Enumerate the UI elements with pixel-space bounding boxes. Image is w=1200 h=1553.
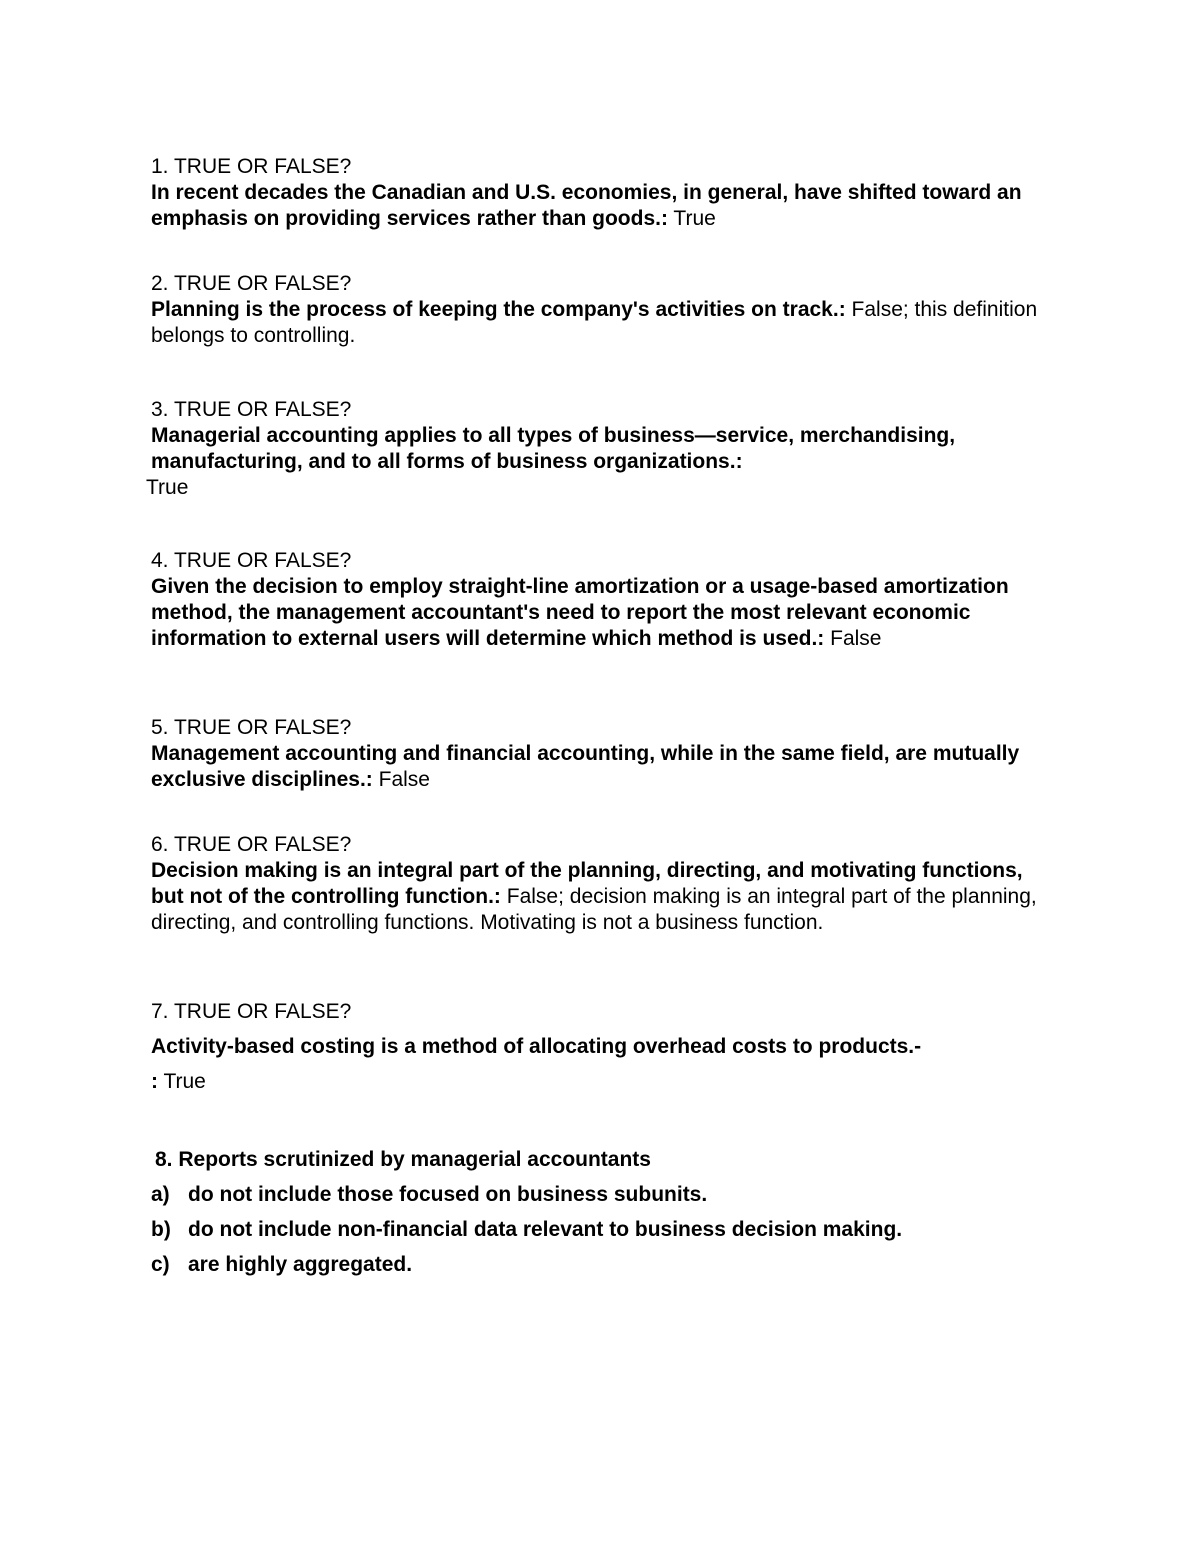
question-header: 4. TRUE OR FALSE?	[151, 549, 352, 572]
question-answer: False	[372, 768, 430, 791]
question-5	[151, 715, 1051, 793]
mc-option-a	[151, 1183, 707, 1207]
question-6	[151, 832, 1051, 936]
mc-option-c	[151, 1253, 412, 1277]
question-statement: Given the decision to employ straight-line amortization or a usage-based amortization method, the management accountant's need to report the most relevant economic information to external users will determine which method is used.:	[151, 575, 1009, 650]
question-answer: False; this definition belongs to controlling.	[151, 298, 1038, 347]
question-4	[151, 548, 1051, 652]
question-statement: Management accounting and financial accounting, while in the same field, are mutually exclusive disciplines.:	[151, 742, 1020, 791]
question-statement: Decision making is an integral part of the planning, directing, and motivating functions, but not of the controlling function.:	[151, 859, 1023, 908]
question-2	[151, 271, 1051, 349]
option-text: do not include those focused on business subunits.	[188, 1183, 708, 1206]
question-answer-line	[151, 1069, 1051, 1095]
question-header: 1. TRUE OR FALSE?	[151, 155, 352, 178]
question-7	[151, 999, 1051, 1095]
question-answer: False; decision making is an integral part of the planning, directing, and controlling functions. Motivating is not a business function.	[151, 885, 1037, 934]
question-header: 2. TRUE OR FALSE?	[151, 272, 352, 295]
option-letter: a)	[151, 1183, 170, 1206]
question-1	[151, 154, 1051, 232]
option-text: do not include non-financial data relevant to business decision making.	[188, 1218, 903, 1241]
question-header: 5. TRUE OR FALSE?	[151, 716, 352, 739]
option-letter: b)	[151, 1218, 171, 1241]
question-answer: True	[146, 476, 189, 499]
question-statement: Managerial accounting applies to all types of business—service, merchandising, manufacturing, and to all forms of business organizations.:	[151, 424, 956, 473]
answer-prefix: :	[151, 1070, 158, 1093]
question-statement: Activity-based costing is a method of allocating overhead costs to products.-	[151, 1035, 922, 1058]
question-header: 7. TRUE OR FALSE?	[151, 1000, 352, 1023]
mc-stem: 8. Reports scrutinized by managerial accountants	[155, 1148, 651, 1171]
mc-option-b	[151, 1218, 902, 1242]
question-statement: Planning is the process of keeping the company's activities on track.:	[151, 298, 846, 321]
question-answer: True	[667, 207, 716, 230]
question-statement: In recent decades the Canadian and U.S. economies, in general, have shifted toward an emphasis on providing services rather than goods.:	[151, 181, 1022, 230]
question-header: 6. TRUE OR FALSE?	[151, 833, 352, 856]
question-header: 3. TRUE OR FALSE?	[151, 398, 352, 421]
question-answer: False	[824, 627, 882, 650]
question-3	[146, 397, 1051, 501]
option-text: are highly aggregated.	[188, 1253, 413, 1276]
option-letter: c)	[151, 1253, 170, 1276]
question-answer: True	[158, 1070, 206, 1093]
multiple-choice-question	[151, 1148, 1051, 1288]
